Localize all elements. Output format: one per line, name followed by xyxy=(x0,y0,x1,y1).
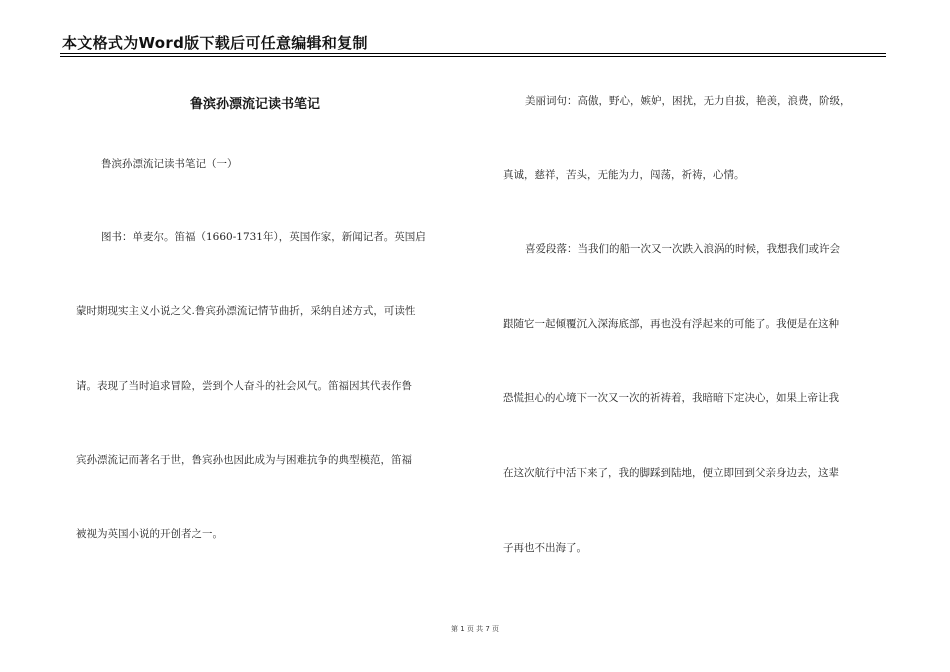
paragraph-line: 蒙时期现实主义小说之父.鲁宾孙漂流记情节曲折，采纳自述方式，可读性 xyxy=(76,305,416,317)
paragraph-line: 真诚，慈祥，苦头，无能为力，闯荡，祈祷，心情。 xyxy=(503,169,745,181)
paragraph-line: 图书：单麦尔。笛福（1660-1731年），英国作家，新闻记者。英国启 xyxy=(101,231,426,243)
banner-rule-top xyxy=(60,53,886,54)
paragraph-line: 喜爱段落：当我们的船一次又一次跌入浪涡的时候，我想我们或许会 xyxy=(525,243,840,255)
paragraph-line: 宾孙漂流记而著名于世，鲁宾孙也因此成为与困难抗争的典型模范，笛福 xyxy=(76,454,412,466)
paragraph-line: 恐慌担心的心境下一次又一次的祈祷着，我暗暗下定决心，如果上帝让我 xyxy=(503,392,839,404)
page-footer: 第 1 页 共 7 页 xyxy=(450,625,500,633)
paragraph-line: 被视为英国小说的开创者之一。 xyxy=(76,528,223,540)
paragraph-line: 美丽词句：高傲，野心，嫉妒，困扰，无力自拔，艳羡，浪费，阶级， xyxy=(525,95,851,107)
document-title: 鲁滨孙漂流记读书笔记 xyxy=(190,97,321,112)
paragraph-line: 跟随它一起倾覆沉入深海底部，再也没有浮起来的可能了。我便是在这种 xyxy=(503,318,839,330)
paragraph-line: 请。表现了当时追求冒险，尝到个人奋斗的社会风气。笛福因其代表作鲁 xyxy=(76,380,412,392)
banner-rule-bottom xyxy=(60,56,886,57)
subtitle-line: 鲁滨孙漂流记读书笔记（一） xyxy=(101,158,238,170)
paragraph-line: 在这次航行中活下来了，我的脚踩到陆地，便立即回到父亲身边去，这辈 xyxy=(503,467,839,479)
paragraph-line: 子再也不出海了。 xyxy=(503,542,587,554)
document-banner: 本文格式为Word版下载后可任意编辑和复制 xyxy=(62,34,368,52)
